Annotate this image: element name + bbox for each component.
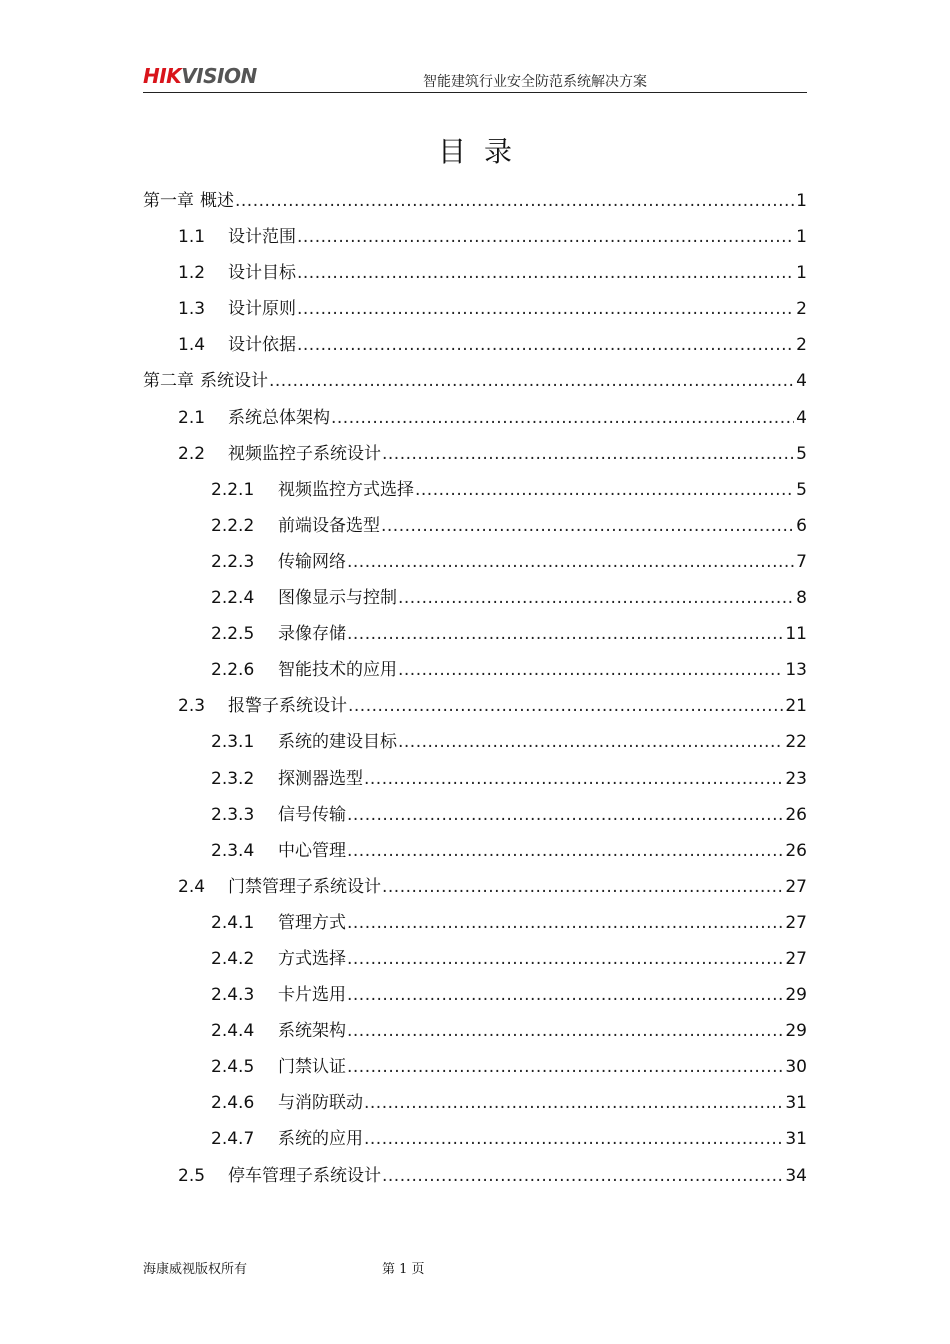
toc-entry-number: 第二章 <box>143 371 194 392</box>
toc-leader-dots <box>297 263 794 283</box>
toc-entry[interactable] <box>143 836 807 872</box>
toc-entry-title: 录像存储 <box>278 624 346 645</box>
toc-entry-number: 2.4 <box>178 876 206 897</box>
toc-entry[interactable] <box>143 583 807 619</box>
toc-entry-title: 门禁认证 <box>278 1057 346 1078</box>
toc-entry-title: 系统总体架构 <box>228 407 330 428</box>
toc-entry[interactable] <box>143 872 807 908</box>
toc-heading: 目录 <box>437 135 530 168</box>
hikvision-logo <box>143 64 257 88</box>
footer-copyright: 海康威视版权所有 <box>143 1262 248 1277</box>
toc-leader-dots <box>398 660 783 680</box>
page-header <box>143 62 807 93</box>
toc-entry[interactable] <box>143 1052 807 1088</box>
toc-leader-dots <box>347 1021 783 1041</box>
toc-leader-dots <box>347 624 783 644</box>
toc-leader-dots <box>269 371 794 391</box>
toc-entry-page: 27 <box>785 912 807 933</box>
toc-entry-page: 29 <box>785 985 807 1006</box>
toc-leader-dots <box>364 1093 783 1113</box>
toc-leader-dots <box>347 1057 783 1077</box>
toc-leader-dots <box>381 516 794 536</box>
toc-entry[interactable] <box>143 511 807 547</box>
toc-entry-number: 2.4.6 <box>211 1093 255 1114</box>
toc-entry[interactable] <box>143 727 807 763</box>
toc-entry-number: 2.4.4 <box>211 1021 255 1042</box>
toc-entry[interactable] <box>143 258 807 294</box>
toc-entry[interactable] <box>143 908 807 944</box>
toc-entry[interactable] <box>143 547 807 583</box>
toc-entry-page: 21 <box>785 696 807 717</box>
toc-entry-title: 卡片选用 <box>278 985 346 1006</box>
toc-entry-number: 2.2.2 <box>211 515 255 536</box>
logo-text-vision: VISION <box>181 64 257 88</box>
toc-entry[interactable] <box>143 366 807 402</box>
toc-entry-page: 31 <box>785 1093 807 1114</box>
toc-entry[interactable] <box>143 619 807 655</box>
toc-leader-dots <box>364 1129 783 1149</box>
toc-entry-title: 系统的建设目标 <box>278 732 397 753</box>
toc-leader-dots <box>382 877 783 897</box>
toc-entry-page: 13 <box>785 660 807 681</box>
toc-leader-dots <box>297 299 794 319</box>
toc-entry[interactable] <box>143 1161 807 1197</box>
toc-entry-number: 2.4.7 <box>211 1129 255 1150</box>
toc-entry-title: 方式选择 <box>278 948 346 969</box>
toc-entry[interactable] <box>143 655 807 691</box>
toc-entry[interactable] <box>143 800 807 836</box>
toc-entry-page: 4 <box>796 371 807 392</box>
toc-entry-page: 26 <box>785 840 807 861</box>
toc-entry[interactable] <box>143 294 807 330</box>
toc-entry[interactable] <box>143 222 807 258</box>
toc-entry-title: 与消防联动 <box>278 1093 363 1114</box>
toc-entry[interactable] <box>143 944 807 980</box>
toc-entry-number: 第一章 <box>143 191 194 211</box>
toc-entry-number: 2.5 <box>178 1165 206 1186</box>
toc-leader-dots <box>347 949 783 969</box>
toc-entry[interactable] <box>143 439 807 475</box>
toc-entry[interactable] <box>143 980 807 1016</box>
toc-entry-title: 设计原则 <box>228 299 296 320</box>
toc-entry[interactable] <box>143 186 807 222</box>
toc-entry-page: 22 <box>785 732 807 753</box>
toc-leader-dots <box>348 696 783 716</box>
toc-entry-title: 设计目标 <box>228 263 296 284</box>
toc-entry-page: 4 <box>796 407 807 428</box>
toc-entry-page: 29 <box>785 1021 807 1042</box>
toc-entry[interactable] <box>143 764 807 800</box>
toc-entry-title: 系统架构 <box>278 1021 346 1042</box>
toc-entry-title: 概述 <box>200 191 234 211</box>
toc-entry[interactable] <box>143 1088 807 1124</box>
toc-leader-dots <box>235 191 794 211</box>
toc-entry-number: 2.3.2 <box>211 768 255 789</box>
toc-entry-title: 报警子系统设计 <box>228 696 347 717</box>
toc-entry-title: 系统设计 <box>200 371 268 392</box>
toc-entry-number: 2.2.1 <box>211 479 255 500</box>
toc-entry[interactable] <box>143 475 807 511</box>
toc-entry-page: 2 <box>796 299 807 320</box>
toc-leader-dots <box>331 408 794 428</box>
toc-entry-number: 1.3 <box>178 299 206 320</box>
toc-entry-number: 2.3.4 <box>211 840 255 861</box>
toc-entry-page: 11 <box>785 624 807 645</box>
toc-entry-number: 1.2 <box>178 263 206 284</box>
toc-entry-page: 2 <box>796 335 807 356</box>
toc-leader-dots <box>398 588 794 608</box>
toc-entry-page: 6 <box>796 515 807 536</box>
toc-entry[interactable] <box>143 691 807 727</box>
toc-entry-page: 8 <box>796 588 807 609</box>
toc-entry-number: 2.4.3 <box>211 985 255 1006</box>
toc-entry-title: 探测器选型 <box>278 768 363 789</box>
toc-entry-page: 30 <box>785 1057 807 1078</box>
toc-entry-number: 2.3.1 <box>211 732 255 753</box>
toc-entry-title: 视频监控子系统设计 <box>228 443 381 464</box>
toc-entry-page: 7 <box>796 551 807 572</box>
toc-entry-title: 传输网络 <box>278 551 346 572</box>
table-of-contents <box>143 186 807 1197</box>
toc-entry-number: 2.3 <box>178 696 206 717</box>
toc-entry-title: 图像显示与控制 <box>278 588 397 609</box>
toc-entry[interactable] <box>143 1016 807 1052</box>
toc-entry-number: 1.4 <box>178 335 206 356</box>
toc-entry[interactable] <box>143 403 807 439</box>
logo-text-hik: HIK <box>143 64 182 88</box>
toc-leader-dots <box>347 985 783 1005</box>
toc-leader-dots <box>347 913 783 933</box>
toc-leader-dots <box>347 552 794 572</box>
toc-leader-dots <box>347 805 783 825</box>
toc-entry-page: 27 <box>785 948 807 969</box>
toc-entry-page: 1 <box>796 191 807 211</box>
toc-entry-page: 1 <box>796 263 807 284</box>
toc-leader-dots <box>382 444 794 464</box>
toc-entry[interactable] <box>143 330 807 366</box>
toc-entry-page: 5 <box>796 443 807 464</box>
toc-entry[interactable] <box>143 1124 807 1160</box>
toc-entry-number: 2.2.3 <box>211 551 255 572</box>
toc-entry-title: 停车管理子系统设计 <box>228 1165 381 1186</box>
toc-entry-title: 视频监控方式选择 <box>278 479 414 500</box>
toc-entry-page: 26 <box>785 804 807 825</box>
toc-entry-page: 31 <box>785 1129 807 1150</box>
toc-entry-number: 2.2.5 <box>211 624 255 645</box>
toc-entry-page: 23 <box>785 768 807 789</box>
toc-leader-dots <box>415 480 794 500</box>
toc-entry-number: 2.4.1 <box>211 912 255 933</box>
toc-entry-number: 2.2 <box>178 443 206 464</box>
toc-leader-dots <box>297 335 794 355</box>
toc-entry-title: 设计依据 <box>228 335 296 356</box>
toc-entry-page: 34 <box>785 1165 807 1186</box>
toc-entry-title: 智能技术的应用 <box>278 660 397 681</box>
document-title: 智能建筑行业安全防范系统解决方案 <box>423 74 647 90</box>
toc-entry-page: 27 <box>785 876 807 897</box>
toc-leader-dots <box>398 732 783 752</box>
toc-entry-title: 门禁管理子系统设计 <box>228 876 381 897</box>
toc-entry-number: 2.2.6 <box>211 660 255 681</box>
toc-leader-dots <box>364 769 783 789</box>
toc-entry-title: 设计范围 <box>228 227 296 248</box>
toc-entry-title: 系统的应用 <box>278 1129 363 1150</box>
toc-leader-dots <box>297 227 794 247</box>
toc-entry-page: 1 <box>796 227 807 248</box>
toc-entry-number: 2.1 <box>178 407 206 428</box>
toc-leader-dots <box>347 841 783 861</box>
footer-page-number: 第 1 页 <box>382 1262 425 1277</box>
toc-entry-number: 2.4.5 <box>211 1057 255 1078</box>
toc-entry-number: 2.4.2 <box>211 948 255 969</box>
toc-entry-number: 1.1 <box>178 227 206 248</box>
toc-entry-number: 2.3.3 <box>211 804 255 825</box>
toc-entry-title: 信号传输 <box>278 804 346 825</box>
toc-entry-title: 中心管理 <box>278 840 346 861</box>
toc-entry-page: 5 <box>796 479 807 500</box>
toc-leader-dots <box>382 1166 783 1186</box>
toc-entry-number: 2.2.4 <box>211 588 255 609</box>
toc-entry-title: 前端设备选型 <box>278 515 380 536</box>
toc-entry-title: 管理方式 <box>278 912 346 933</box>
